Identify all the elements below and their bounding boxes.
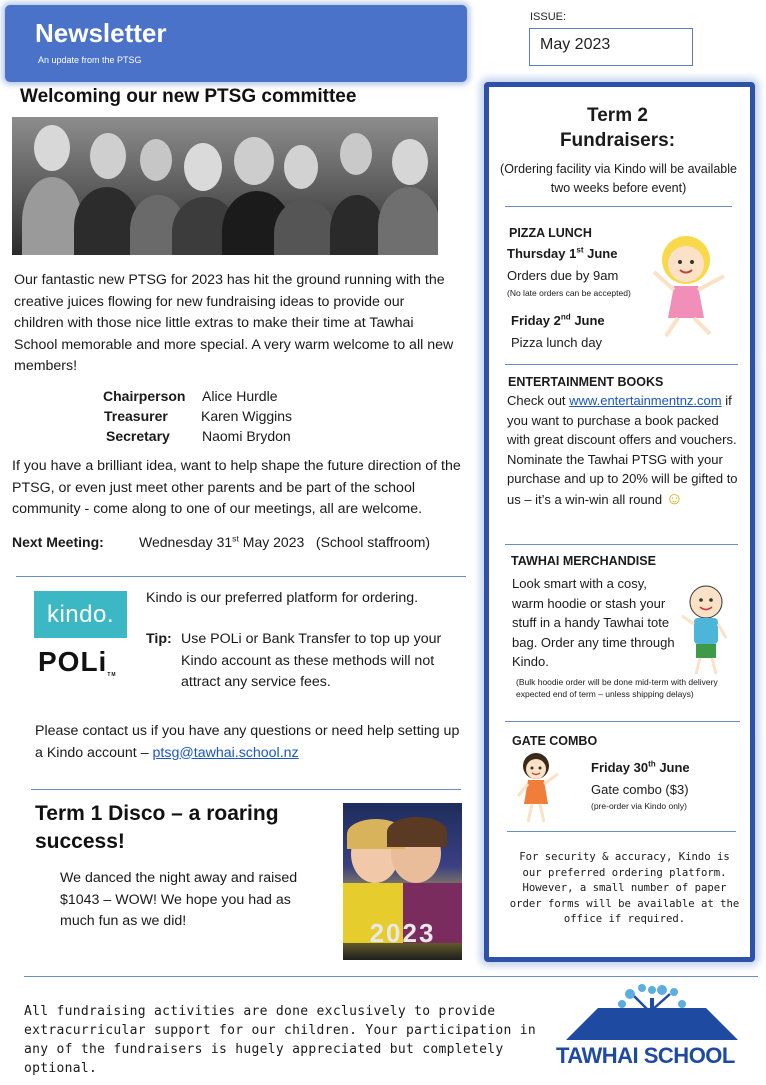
kindo-logo: kindo. (34, 591, 127, 638)
smiley-icon: ☺ (665, 488, 684, 508)
welcome-heading: Welcoming our new PTSG committee (20, 86, 357, 107)
committee-photo (12, 117, 438, 255)
gate-price: Gate combo ($3) (591, 782, 689, 797)
committee-name: Alice Hurdle (202, 388, 278, 404)
committee-name: Karen Wiggins (201, 408, 293, 424)
tawhai-school-logo-text: TAWHAI SCHOOL (556, 1043, 735, 1068)
footer-text: All fundraising activities are done exclusively to provide extracurricular support for our children. Your participation in any of the fundraisers is hugely appreciated but completely optional. (24, 1004, 536, 1076)
issue-label: ISSUE: (530, 11, 567, 23)
gate-preorder: (pre-order via Kindo only) (591, 801, 687, 811)
cartoon-girl-icon (644, 228, 736, 340)
committee-role: Secretary (106, 428, 170, 444)
newsletter-title: Newsletter (35, 18, 167, 48)
committee-name: Naomi Brydon (202, 428, 291, 444)
pizza-day-date: Friday 2nd June (511, 312, 605, 328)
newsletter-subtitle: An update from the PTSG (38, 55, 142, 65)
sidebar-title: Term 2 Fundraisers: (559, 105, 676, 151)
divider (507, 831, 736, 832)
divider (505, 206, 732, 207)
security-note: For security & accuracy, Kindo is our preferred ordering platform. However, a small number of paper order forms will be available at the office if required. (509, 851, 740, 925)
cartoon-child-icon (510, 750, 566, 826)
welcome-paragraph: Our fantastic new PTSG for 2023 has hit the ground running with the creative juices flowing for new fundraising ideas to provide our children with those nice little extras to make their time at Tawhai School memorable and more special. A very warm welcome to all new members! (14, 272, 454, 374)
divider (505, 544, 738, 545)
ordering-note: (Ordering facility via Kindo will be available two weeks before event) (500, 162, 737, 195)
next-meeting-value: Wednesday 31st May 2023 (School staffroom) (139, 533, 431, 550)
committee-role: Treasurer (104, 408, 168, 424)
contact-email-link[interactable]: ptsg@tawhai.school.nz (152, 744, 299, 761)
divider (505, 721, 740, 722)
issue-value: May 2023 (540, 36, 611, 53)
divider (505, 364, 738, 365)
tip-label: Tip: (146, 631, 172, 647)
tawhai-school-logo-icon (558, 984, 742, 1046)
entertainment-heading: ENTERTAINMENT BOOKS (508, 375, 664, 389)
pizza-date: Thursday 1st June (507, 245, 618, 261)
committee-role: Chairperson (103, 388, 186, 404)
pizza-orders-due: Orders due by 9am (507, 268, 619, 283)
disco-text: We danced the night away and raised $1043 – WOW! We hope you had as much fun as we did! (60, 870, 298, 929)
cartoon-boy-icon (676, 582, 732, 678)
next-meeting-label: Next Meeting: (12, 534, 104, 550)
merch-text: Look smart with a cosy, warm hoodie or stash your stuff in a handy Tawhai tote bag. Order any time through Kindo. (512, 576, 675, 669)
fundraisers-sidebar (484, 82, 755, 962)
merch-heading: TAWHAI MERCHANDISE (511, 554, 656, 568)
disco-photo-caption: 2023 (369, 918, 436, 948)
merch-note: (Bulk hoodie order will be done mid-term with delivery expected end of term – unless shipping delays) (516, 677, 718, 699)
poli-logo: POLiTM (38, 646, 117, 678)
pizza-heading: PIZZA LUNCH (509, 226, 592, 240)
disco-photo (343, 803, 462, 960)
entertainment-link[interactable]: www.entertainmentnz.com (569, 393, 722, 408)
pizza-no-late: (No late orders can be accepted) (507, 288, 631, 298)
meetings-paragraph: If you have a brilliant idea, want to help shape the future direction of the PTSG, or even just meet other parents and be part of the school community - come along to one of our meetings, all are welcome. (12, 458, 461, 517)
kindo-intro: Kindo is our preferred platform for ordering. (146, 590, 419, 606)
divider (16, 576, 466, 577)
gate-date: Friday 30th June (591, 759, 690, 775)
divider (31, 789, 461, 790)
footer-divider (24, 976, 758, 977)
disco-heading: Term 1 Disco – a roaring success! (35, 802, 279, 853)
kindo-contact: Please contact us if you have any questions or need help setting up a Kindo account – ptsg@tawhai.school.nz (35, 723, 460, 761)
tip-text: Use POLi or Bank Transfer to top up your Kindo account as these methods will not attract any service fees. (181, 631, 442, 690)
pizza-day-label: Pizza lunch day (511, 335, 603, 350)
entertainment-text: Check out www.entertainmentnz.com if you want to purchase a book packed with great discount offers and vouchers. Nominate the Tawhai PTSG with your purchase and up to 20% will be gifted to us – it’s a win-win all round ☺ (507, 393, 738, 508)
gate-heading: GATE COMBO (512, 734, 598, 748)
